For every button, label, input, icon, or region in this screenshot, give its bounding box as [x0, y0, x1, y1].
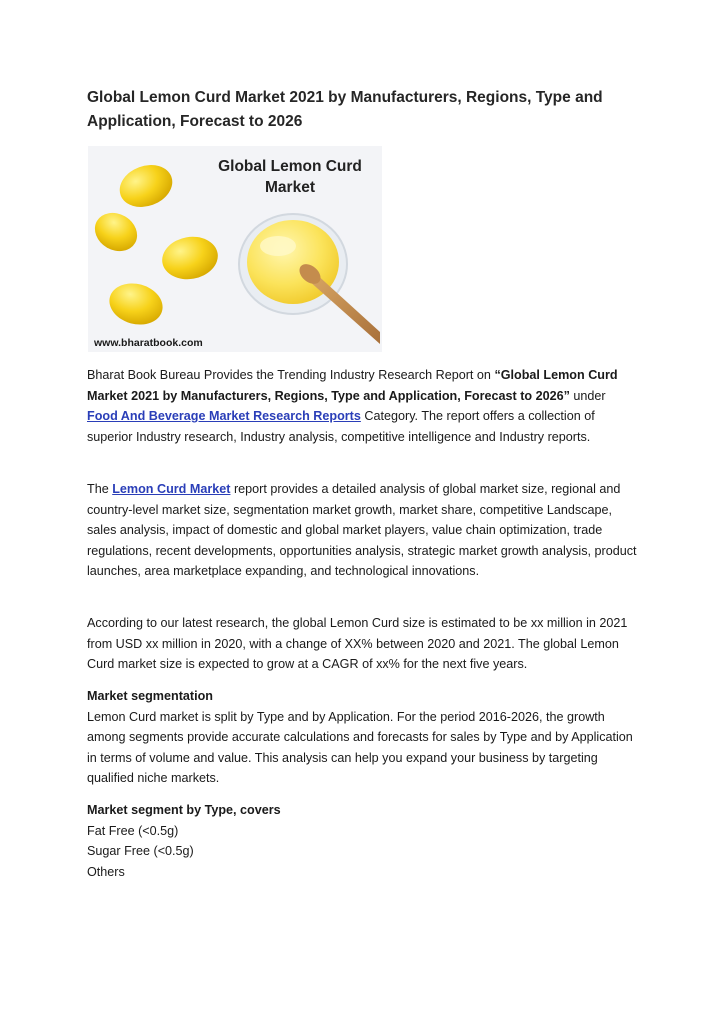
page-title: Global Lemon Curd Market 2021 by Manufacturers, Regions, Type and Application, Forecast to 2026 — [87, 89, 603, 130]
list-item: Sugar Free (<0.5g) — [87, 844, 194, 859]
research-paragraph — [87, 613, 639, 675]
category-link[interactable]: Food And Beverage Market Research Reports — [87, 409, 361, 424]
overview-suffix: report provides a detailed analysis of global market size, regional and country-level market size, segmentation market growth, market share, competitive Landscape, sales analysis, impact of domestic and global market players, value chain optimization, trade regulations, recent developments, opportunities analysis, strategic market growth analysis, product launches, area marketplace expanding, and technological innovations. — [87, 482, 637, 579]
segmentation-heading: Market segmentation — [87, 689, 213, 703]
segmentation-text: Lemon Curd market is split by Type and by Application. For the period 2016-2026, the growth among segments provide accurate calculations and forecasts for sales by Type and by Application in terms of volume and value. This analysis can help you expand your business by targeting qualified niche markets. — [87, 709, 633, 786]
hero-image — [88, 146, 382, 352]
list-item: Fat Free (<0.5g) — [87, 823, 179, 838]
hero-website: www.bharatbook.com — [94, 337, 203, 349]
list-item: Others — [87, 864, 125, 879]
intro-suffix: Category. The report offers a collection of superior Industry research, Industry analysis, competitive intelligence and Industry reports. — [87, 409, 595, 444]
segmentation-section — [87, 686, 639, 789]
intro-under: under — [569, 388, 606, 403]
type-segment-heading: Market segment by Type, covers — [87, 803, 281, 817]
market-link[interactable]: Lemon Curd Market — [112, 482, 231, 496]
overview-prefix: The — [87, 482, 113, 496]
intro-prefix: Bharat Book Bureau Provides the Trending Industry Research Report on — [87, 368, 495, 382]
research-text: According to our latest research, the global Lemon Curd size is estimated to be xx million in 2021 from USD xx million in 2020, with a change of XX% between 2020 and 2021. The global Lemon Curd market size is expected to grow at a CAGR of xx% for the next five years. — [87, 616, 628, 672]
hero-heading-line2: Market — [265, 179, 315, 196]
overview-paragraph — [87, 479, 639, 582]
type-segment-section — [87, 800, 639, 882]
report-title: “Global Lemon Curd Market 2021 by Manufacturers, Regions, Type and Application, Forecast to 2026” — [87, 368, 618, 403]
hero-heading-line1: Global Lemon Curd — [218, 158, 362, 175]
lemon-curd-illustration — [88, 146, 382, 352]
intro-paragraph — [87, 365, 639, 447]
